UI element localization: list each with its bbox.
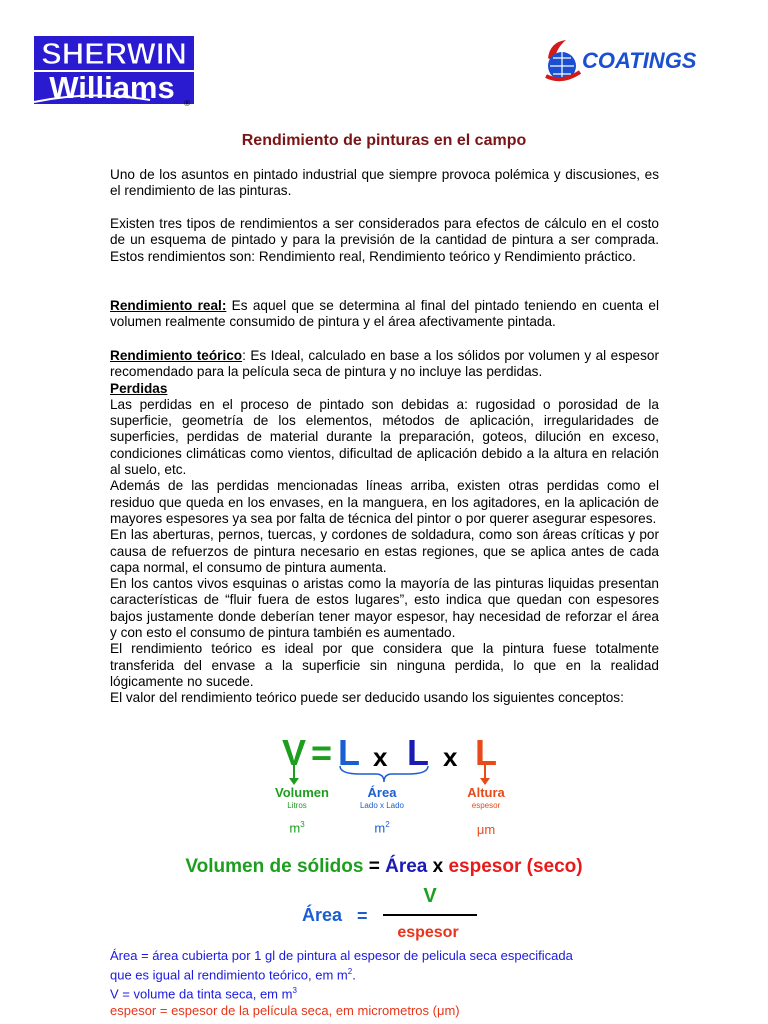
unit-m3: $m^3$ [289,820,305,836]
label-volumen: Volumen [275,785,329,800]
label-lado: Lado x Lado [359,801,405,810]
paragraph-ademas: Además de las perdidas mencionadas líneas arriba, existen otras perdidas como el residuo que queda en los envases, en la manguera, en los agitadores, en la aplicación de mayores espesores ya sea por falta de técnica del pintor o por querer asegurar espesores. [110,478,659,526]
arrow-down-icon-altura [480,764,490,785]
coatings-text: COATINGS [582,48,697,73]
label-altura: Altura [467,785,505,800]
paragraph-aberturas: En las aberturas, pernos, tuercas, y cordones de soldadura, como son áreas críticas y por causa de refuerzos de pintura necesario en estas regiones, que se aplica antes de cada capa normal, el consumo de pintura aumenta. [110,527,659,575]
fraction-denominator: espesor [397,924,459,941]
fraction-equals: = [357,906,368,926]
equation-volumen-solidos: Volumen de sólidos = Área x espesor (seco) [185,856,583,877]
page-title: Rendimiento de pinturas en el campo [241,132,527,149]
unit-m2: $m^2$ [374,820,390,836]
paragraph-perdidas: Las perdidas en el proceso de pintado son debidas a: rugosidad o porosidad de la superficie, geometría de los elementos, métodos de aplicación, irregularidades de superficies, perdidas de material durante la preparación, goteos, dilución en exceso, condiciones climáticas como vientos, dificultad de aplicación debido a la altura en relación al suelo, etc. [110,396,659,478]
formula-v: V [282,732,307,773]
paragraph-intro: Uno de los asuntos en pintado industrial que siempre provoca polémica y discusiones, es el rendimiento de las pinturas. [110,167,659,199]
label-espesor-small: espesor [471,801,501,810]
sherwin-text: SHERWIN [41,36,187,71]
label-rendimiento-real: Rendimiento real: [110,298,227,313]
label-rendimiento-teorico: Rendimiento teórico [110,348,243,363]
unit-um: μm [476,822,496,837]
definition-volume: V = volume da tinta seca, em $m^3$ [110,986,297,1002]
label-perdidas: Perdidas [110,380,168,396]
arrow-down-icon-volumen [289,764,299,785]
label-area: Área [367,785,397,800]
formula-equals: = [311,732,333,773]
sherwin-williams-logo [30,36,200,108]
paragraph-rendimiento-real: Rendimiento real: Es aquel que se determina al final del pintado teniendo en cuenta el volumen realmente consumido de pintura y el área afectivamente pintada. [110,298,660,330]
brace-icon [340,766,428,782]
globe-icon [546,40,580,80]
paragraph-types: Existen tres tipos de rendimientos a ser considerados para efectos de cálculo en el costo de un esquema de pintado y para la previsión de la cantidad de pintura a ser comprada. Estos rendimientos son: Rendimiento real, Rendimiento teórico y Rendimiento práctico. [110,216,659,264]
formula-l2: L [407,732,429,773]
formula-x1: x [373,742,388,772]
registered-mark: ® [184,99,190,108]
label-litros: Litros [287,801,307,810]
formula-l1: L [338,732,360,773]
fraction-lhs-area: Área [302,905,343,925]
fraction-numerator: V [423,885,437,907]
definition-espesor: espesor = espesor de la película seca, em micrometros (μm) [110,1002,460,1018]
formula-l3: L [475,732,497,773]
fraction-bar [383,914,477,916]
paragraph-rendimiento-teorico: Rendimiento teórico: Es Ideal, calculado en base a los sólidos por volumen y al espesor recomendado para la película seca de pintura y no incluye las perdidas. Perdidas Las perdidas en el proceso de pintado son debidas a: rugosidad o porosidad de la superficie, geometría de los elementos, métodos de aplicación, irregularidades de superficies, perdidas de material durante la preparación, goteos, dilución en exceso, condiciones climáticas como vientos, dificultad de aplicación debido a la altura en relación al suelo, etc. Además de las perdidas mencionadas líneas arriba, existen otras perdidas como el residuo que queda en los envases, en la manguera, en los agitadores, en la aplicación de mayores espesores ya sea por falta de técnica del pintor o por querer asegurar espesores. En las aberturas, pernos, tuercas, y cordones de soldadura, como son áreas críticas y por causa de refuerzos de pintura necesario en estas regiones, que se aplica antes de cada capa normal, el consumo de pintura aumenta. En los cantos vivos esquinas o aristas como la mayoría de las pinturas liquidas presentan características de “fluir fuera de estos lugares”, esto indica que quedan con espesores bajos justamente donde deberían tener mayor espesor, hay necesidad de reforzar el área y con esto el consumo de pintura también es aumentado. El rendimiento teórico es ideal por que considera que la pintura fuese totalmente transferida del envase a la superficie sin ninguna perdida, lo que en la realidad lógicamente no sucede. El valor del rendimiento teórico puede ser deducido usando los siguientes conceptos: [110,348,660,706]
formula-x2: x [443,742,458,772]
williams-text: Williams [49,70,175,105]
paragraph-ideal: El rendimiento teórico es ideal por que considera que la pintura fuese totalmente transferida del envase a la superficie sin ninguna perdida, lo que en la realidad lógicamente no sucede. [110,641,659,689]
coatings-logo [540,36,720,86]
definitions [110,948,670,1019]
definition-area-line2: que es igual al rendimiento teórico, em $m^2$. [110,967,356,983]
definition-area-line1: Área = área cubierta por 1 gl de pintura al espesor de pelicula seca especificada [110,948,573,963]
paragraph-cantos: En los cantos vivos esquinas o aristas como la mayoría de las pinturas liquidas presentan características de “fluir fuera de estos lugares”, esto indica que quedan con espesores bajos justamente donde deberían tener mayor espesor, hay necesidad de reforzar el área y con esto el consumo de pintura también es aumentado. [110,576,659,641]
paragraph-conceptos: El valor del rendimiento teórico puede ser deducido usando los siguientes conceptos: [110,690,624,706]
